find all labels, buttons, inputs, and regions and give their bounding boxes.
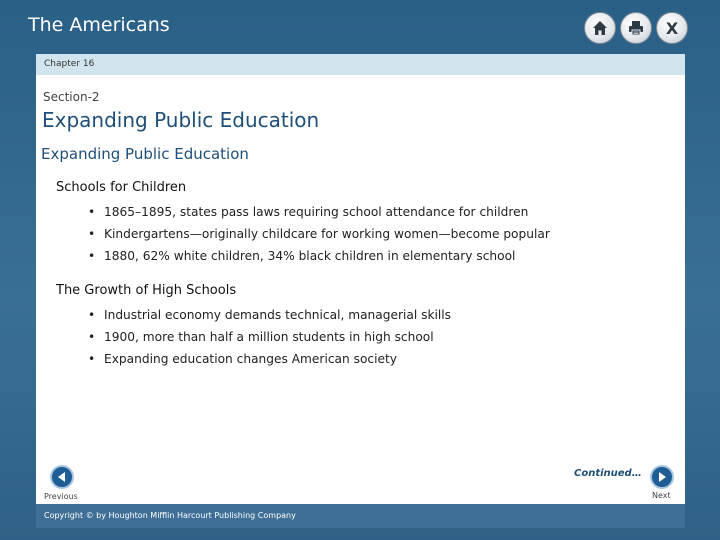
footer-bar xyxy=(36,504,685,528)
continued-label: Continued… xyxy=(574,468,642,479)
print-icon xyxy=(627,19,645,37)
bullet-list xyxy=(88,201,550,267)
bullet-text: 1900, more than half a million students in high school xyxy=(104,330,434,344)
home-icon xyxy=(591,19,609,37)
close-icon xyxy=(663,19,681,37)
print-button[interactable] xyxy=(620,12,652,44)
bullet-text: Industrial economy demands technical, managerial skills xyxy=(104,308,452,322)
next-label[interactable]: Next xyxy=(652,491,671,500)
slide-title: Expanding Public Education xyxy=(42,108,320,132)
bullet-text: 1865–1895, states pass laws requiring school attendance for children xyxy=(104,205,529,219)
list-item xyxy=(88,201,550,223)
slide-panel xyxy=(36,54,685,528)
topic-title: Schools for Children xyxy=(56,180,187,195)
copyright-text: Copyright © by Houghton Mifflin Harcourt Publishing Company xyxy=(44,511,296,520)
bullet-glyph: • xyxy=(88,205,96,219)
list-item xyxy=(88,223,550,245)
bullet-text: Expanding education changes American society xyxy=(104,352,397,366)
bullet-glyph: • xyxy=(88,330,96,344)
app-title: The Americans xyxy=(28,14,170,36)
triangle-right-icon xyxy=(656,471,668,483)
triangle-left-icon xyxy=(56,471,68,483)
bullet-glyph: • xyxy=(88,227,96,241)
close-glyph: X xyxy=(665,19,679,37)
close-button[interactable] xyxy=(656,12,688,44)
bullet-glyph: • xyxy=(88,352,96,366)
list-item xyxy=(88,245,550,267)
next-button[interactable] xyxy=(650,465,674,489)
bullet-text: Kindergartens—originally childcare for working women—become popular xyxy=(104,227,550,241)
chapter-bar xyxy=(36,54,685,75)
list-item xyxy=(88,348,451,370)
bullet-glyph: • xyxy=(88,249,96,263)
slide-heading: Expanding Public Education xyxy=(41,145,249,163)
previous-button[interactable] xyxy=(50,465,74,489)
bullet-text: 1880, 62% white children, 34% black children in elementary school xyxy=(104,249,516,263)
home-button[interactable] xyxy=(584,12,616,44)
bullet-glyph: • xyxy=(88,308,96,322)
list-item xyxy=(88,326,451,348)
previous-label[interactable]: Previous xyxy=(44,492,78,501)
list-item xyxy=(88,304,451,326)
bullet-list xyxy=(88,304,451,370)
section-label: Section-2 xyxy=(43,90,100,104)
topic-title: The Growth of High Schools xyxy=(56,283,237,298)
chapter-label: Chapter 16 xyxy=(44,59,95,69)
